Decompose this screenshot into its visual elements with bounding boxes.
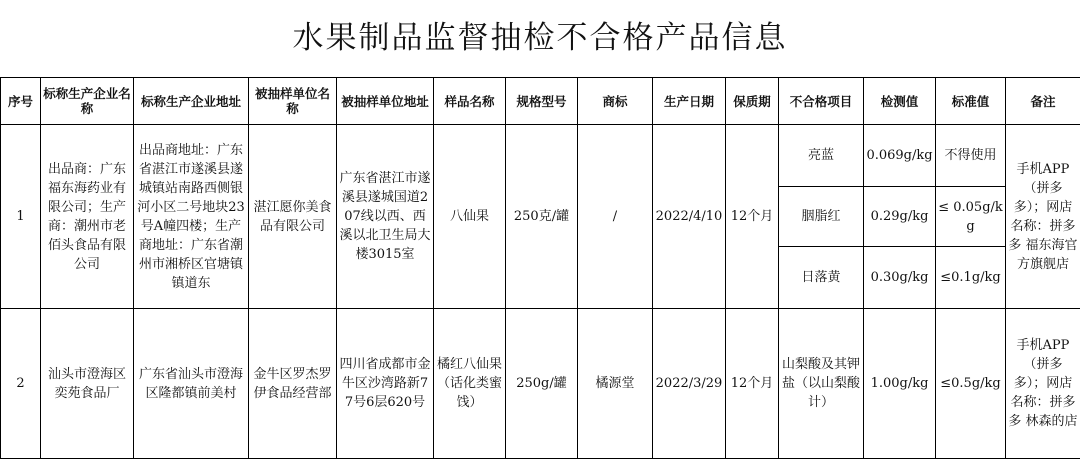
header-producer-name: 标称生产企业名称 bbox=[41, 78, 134, 125]
header-product-name: 样品名称 bbox=[434, 78, 506, 125]
header-spec: 规格型号 bbox=[506, 78, 578, 125]
row-1-failed-item: 胭脂红 bbox=[779, 187, 864, 247]
page-title: 水果制品监督抽检不合格产品信息 bbox=[292, 20, 788, 56]
row-2-shelf-life: 12个月 bbox=[726, 309, 779, 459]
row-2-production-date: 2022/3/29 bbox=[653, 309, 726, 459]
header-sampled-unit-name: 被抽样单位名称 bbox=[249, 78, 337, 125]
row-1-producer-name: 出品商：广东福东海药业有限公司；生产商：潮州市老佰头食品有限公司 bbox=[41, 125, 134, 309]
header-failed-item: 不合格项目 bbox=[779, 78, 864, 125]
row-2-spec: 250g/罐 bbox=[506, 309, 578, 459]
header-standard-value: 标准值 bbox=[936, 78, 1006, 125]
row-1-producer-address: 出品商地址：广东省湛江市遂溪县遂城镇站南路西侧银河小区二号地块23号A幢四楼；生产商地址：广东省潮州市湘桥区官塘镇镇道东 bbox=[134, 125, 249, 309]
row-2-producer-address: 广东省汕头市澄海区隆都镇前美村 bbox=[134, 309, 249, 459]
header-shelf-life: 保质期 bbox=[726, 78, 779, 125]
table-row bbox=[1, 309, 1080, 459]
row-1-production-date: 2022/4/10 bbox=[653, 125, 726, 309]
row-2-brand: 橘源堂 bbox=[578, 309, 653, 459]
header-test-result: 检测值 bbox=[864, 78, 936, 125]
row-1-standard-value: 不得使用 bbox=[936, 125, 1006, 187]
row-2-sampled-unit-name: 金牛区罗杰罗伊食品经营部 bbox=[249, 309, 337, 459]
row-1-standard-value: ≤ 0.05g/kg bbox=[936, 187, 1006, 247]
row-1-standard-value: ≤0.1g/kg bbox=[936, 247, 1006, 309]
row-1-seq: 1 bbox=[1, 125, 41, 309]
row-2-remarks: 手机APP（拼多多）；网店名称：拼多多 林森的店 bbox=[1006, 309, 1080, 459]
header-producer-address: 标称生产企业地址 bbox=[134, 78, 249, 125]
row-1-sampled-unit-address: 广东省湛江市遂溪县遂城国道207线以西、西溪以北卫生局大楼3015室 bbox=[337, 125, 434, 309]
row-1-product-name: 八仙果 bbox=[434, 125, 506, 309]
table-row bbox=[1, 125, 1080, 187]
row-2-seq: 2 bbox=[1, 309, 41, 459]
row-1-failed-item: 日落黄 bbox=[779, 247, 864, 309]
row-1-brand: / bbox=[578, 125, 653, 309]
row-1-test-result: 0.29g/kg bbox=[864, 187, 936, 247]
row-1-spec: 250克/罐 bbox=[506, 125, 578, 309]
row-2-standard-value: ≤0.5g/kg bbox=[936, 309, 1006, 459]
header-seq: 序号 bbox=[1, 78, 41, 125]
row-2-sampled-unit-address: 四川省成都市金牛区沙湾路新77号6层620号 bbox=[337, 309, 434, 459]
row-2-test-result: 1.00g/kg bbox=[864, 309, 936, 459]
header-remarks: 备注 bbox=[1006, 78, 1080, 125]
row-2-product-name: 橘红八仙果（话化类蜜饯） bbox=[434, 309, 506, 459]
row-2-producer-name: 汕头市澄海区奕苑食品厂 bbox=[41, 309, 134, 459]
table-header-row bbox=[1, 78, 1080, 125]
header-brand: 商标 bbox=[578, 78, 653, 125]
row-1-sampled-unit-name: 湛江愿你美食品有限公司 bbox=[249, 125, 337, 309]
unqualified-products-table bbox=[0, 77, 1080, 459]
row-1-failed-item: 亮蓝 bbox=[779, 125, 864, 187]
header-production-date: 生产日期 bbox=[653, 78, 726, 125]
header-sampled-unit-address: 被抽样单位地址 bbox=[337, 78, 434, 125]
row-2-failed-item: 山梨酸及其钾盐（以山梨酸计） bbox=[779, 309, 864, 459]
row-1-test-result: 0.069g/kg bbox=[864, 125, 936, 187]
row-1-test-result: 0.30g/kg bbox=[864, 247, 936, 309]
row-1-shelf-life: 12个月 bbox=[726, 125, 779, 309]
row-1-remarks: 手机APP（拼多多）；网店名称：拼多多 福东海官方旗舰店 bbox=[1006, 125, 1080, 309]
